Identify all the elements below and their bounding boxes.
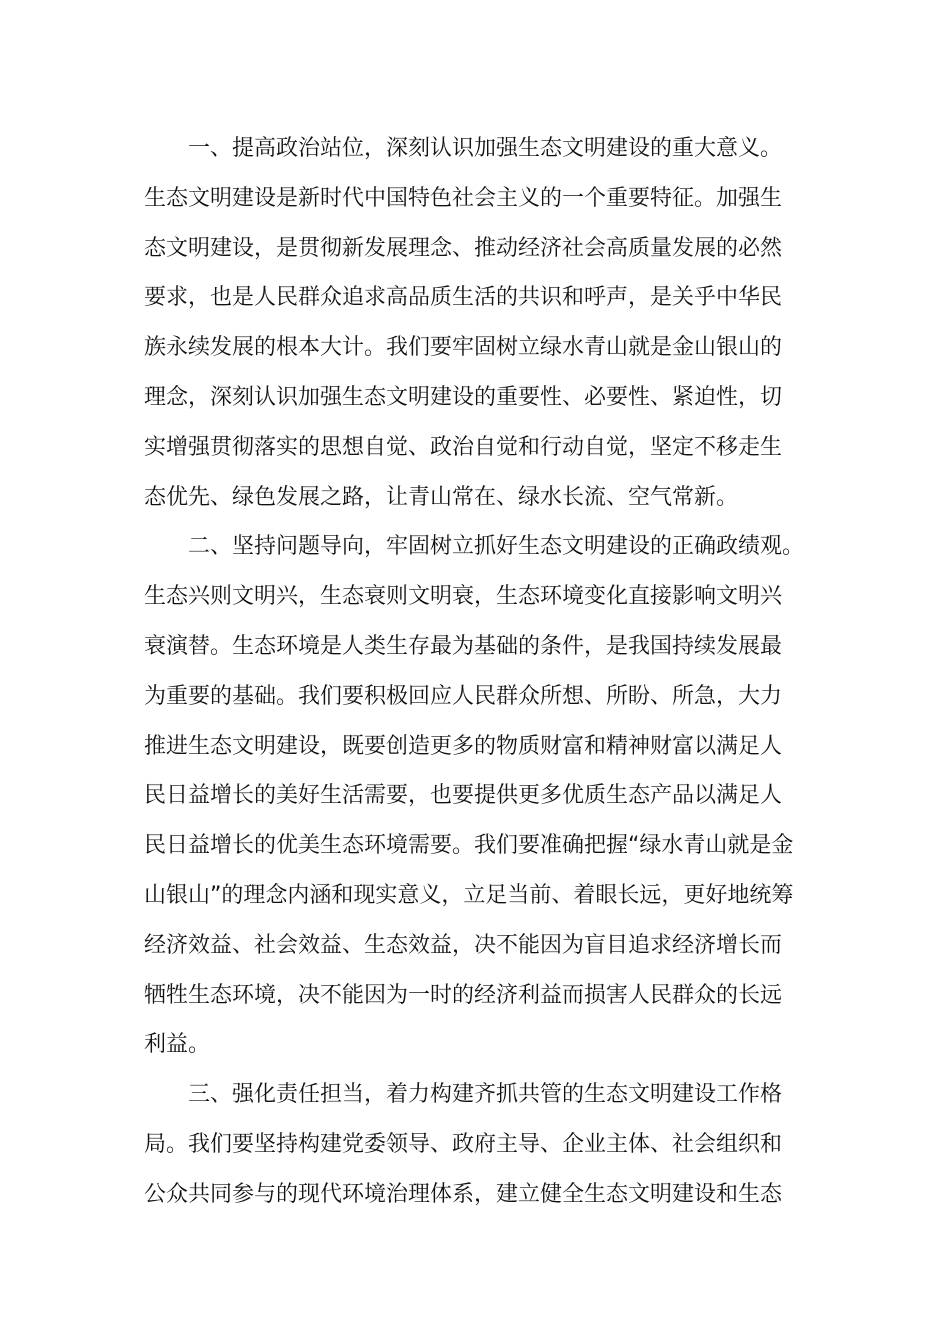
body-line: 公众共同参与的现代环境治理体系，建立健全生态文明建设和生态: [144, 1181, 783, 1207]
body-line: 利益。: [144, 1032, 211, 1058]
body-line: 民日益增长的美好生活需要，也要提供更多优质生态产品以满足人: [144, 783, 783, 809]
body-line: 为重要的基础。我们要积极回应人民群众所想、所盼、所急，大力: [144, 683, 783, 709]
body-line: 衰演替。生态环境是人类生存最为基础的条件，是我国持续发展最: [144, 633, 783, 659]
body-line: 理念，深刻认识加强生态文明建设的重要性、必要性、紧迫性，切: [144, 384, 783, 410]
body-line: 经济效益、社会效益、生态效益，决不能因为盲目追求经济增长而: [144, 932, 783, 958]
body-line: 生态兴则文明兴，生态衰则文明衰，生态环境变化直接影响文明兴: [144, 584, 783, 610]
document-body: [144, 124, 808, 1220]
body-line: 族永续发展的根本大计。我们要牢固树立绿水青山就是金山银山的: [144, 335, 783, 361]
body-line: 实增强贯彻落实的思想自觉、政治自觉和行动自觉，坚定不移走生: [144, 434, 783, 460]
body-line: 态文明建设，是贯彻新发展理念、推动经济社会高质量发展的必然: [144, 235, 783, 261]
body-line: 推进生态文明建设，既要创造更多的物质财富和精神财富以满足人: [144, 733, 783, 759]
body-line: 牺牲生态环境，决不能因为一时的经济利益而损害人民群众的长远: [144, 982, 783, 1008]
body-line: 生态文明建设是新时代中国特色社会主义的一个重要特征。加强生: [144, 185, 783, 211]
body-line: 态优先、绿色发展之路，让青山常在、绿水长流、空气常新。: [144, 484, 739, 510]
body-line: 山银山”的理念内涵和现实意义，立足当前、着眼长远，更好地统筹: [144, 882, 794, 908]
body-line: 局。我们要坚持构建党委领导、政府主导、企业主体、社会组织和: [144, 1131, 783, 1157]
body-line: 要求，也是人民群众追求高品质生活的共识和呼声，是关乎中华民: [144, 285, 783, 311]
body-line: 民日益增长的优美生态环境需要。我们要准确把握“绿水青山就是金: [144, 833, 794, 859]
heading-section-3: 三、强化责任担当，着力构建齐抓共管的生态文明建设工作格: [188, 1082, 783, 1108]
heading-section-2: 二、坚持问题导向，牢固树立抓好生态文明建设的正确政绩观。: [188, 534, 805, 560]
heading-section-1: 一、提高政治站位，深刻认识加强生态文明建设的重大意义。: [188, 136, 783, 161]
